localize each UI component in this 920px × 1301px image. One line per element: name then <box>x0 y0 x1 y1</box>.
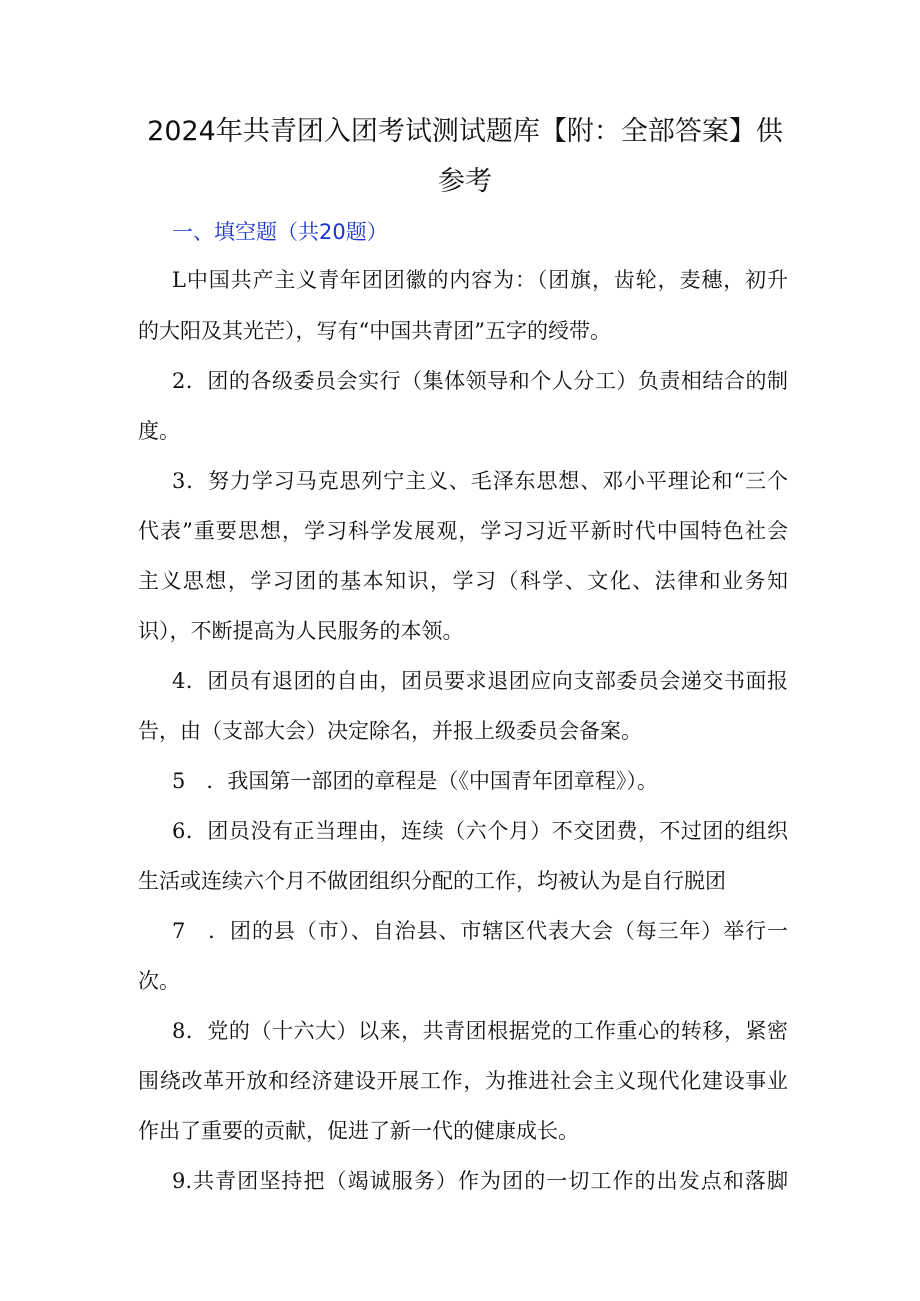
text-line: 生活或连续六个月不做团组织分配的工作，均被认为是自行脱团 <box>138 869 726 893</box>
text-line: 告，由（支部大会）决定除名，并报上级委员会备案。 <box>138 719 642 743</box>
text-line: 作出了重要的贡献，促进了新一代的健康成长。 <box>138 1119 579 1143</box>
document-title-line2: 参考 <box>438 166 492 197</box>
text-line: 9.共青团坚持把（竭诚服务）作为团的一切工作的出发点和落脚 <box>172 1169 788 1193</box>
text-line: 7 ．团的县（市）、自治县、市辖区代表大会（每三年）举行一 <box>172 919 788 943</box>
text-line: 度。 <box>138 419 180 443</box>
section-heading: 一、填空题（共20题） <box>172 220 388 244</box>
text-line: 次。 <box>138 969 180 993</box>
text-line: 的大阳及其光芒），写有“中国共青团”五字的绶带。 <box>138 319 611 343</box>
text-line: 8．党的（十六大）以来，共青团根据党的工作重心的转移，紧密 <box>172 1019 788 1043</box>
text-line: 围绕改革开放和经济建设开展工作，为推进社会主义现代化建设事业 <box>138 1069 788 1093</box>
text-line: 识），不断提高为人民服务的本领。 <box>138 619 464 643</box>
text-line: 5 ．我国第一部团的章程是（《中国青年团章程》）。 <box>172 769 658 793</box>
text-line: 6．团员没有正当理由，连续（六个月）不交团费，不过团的组织 <box>172 819 788 843</box>
text-line: 2．团的各级委员会实行（集体领导和个人分工）负责相结合的制 <box>172 369 788 393</box>
text-line: 代表”重要思想，学习科学发展观，学习习近平新时代中国特色社会 <box>138 519 788 543</box>
text-line: 主义思想，学习团的基本知识，学习（科学、文化、法律和业务知 <box>138 569 788 593</box>
text-line: 4．团员有退团的自由，团员要求退团应向支部委员会递交书面报 <box>172 669 788 693</box>
text-line: L中国共产主义青年团团徽的内容为：（团旗，齿轮，麦穗，初升 <box>172 268 788 292</box>
text-line: 3．努力学习马克思列宁主义、毛泽东思想、邓小平理论和“三个 <box>172 469 788 493</box>
document-title-line1: 2024年共青团入团考试测试题库【附：全部答案】供 <box>147 116 783 147</box>
